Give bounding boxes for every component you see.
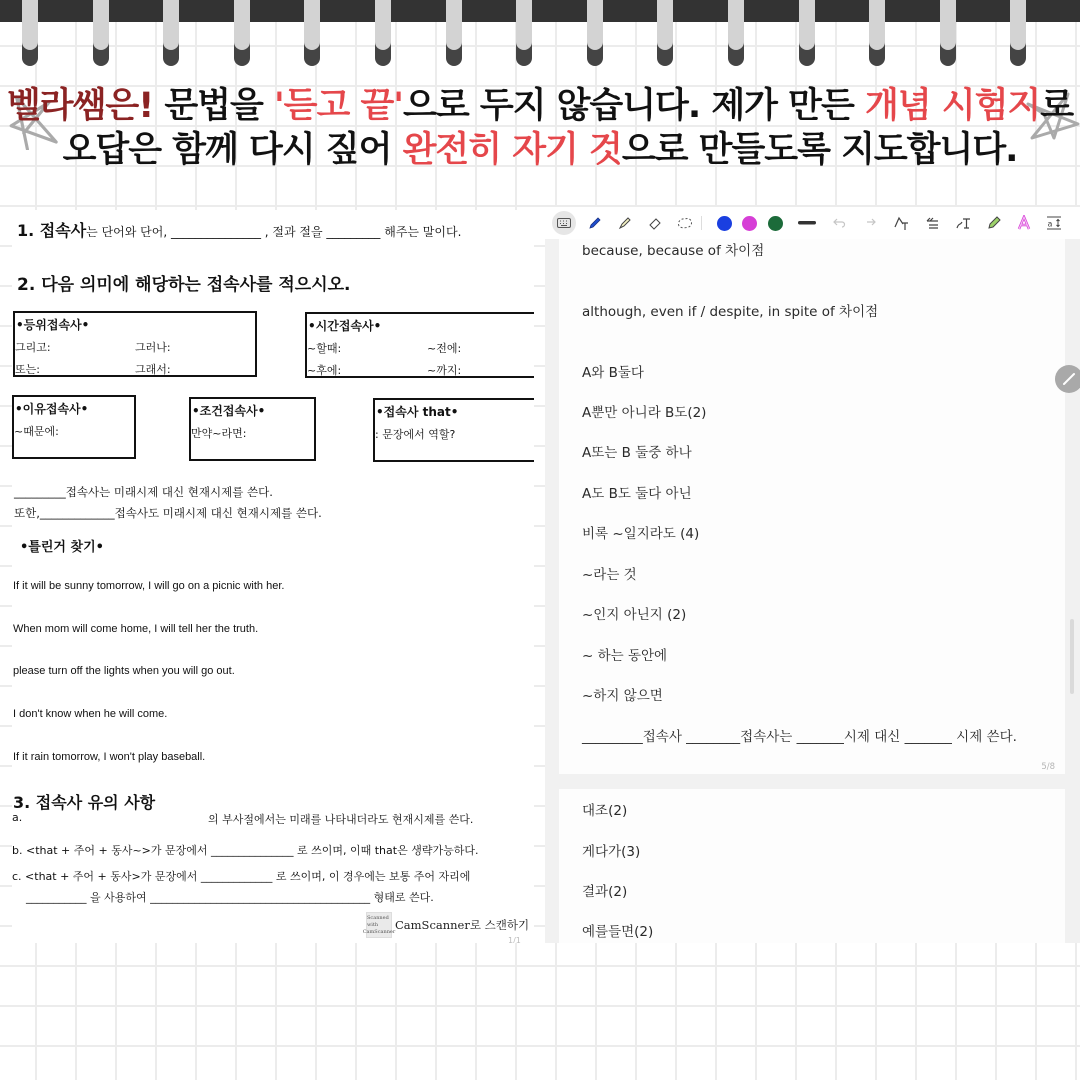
lasso-tool-icon[interactable] xyxy=(673,211,697,235)
tense-note-2: 또한,_____________접속사도 미래시제 대신 현재시제를 쓴다. xyxy=(14,506,322,520)
reason-conjunction-box: •이유접속사• ~때문에: xyxy=(12,395,136,459)
error-sentence: I don't know when he will come. xyxy=(13,708,168,720)
note-page-6 xyxy=(559,789,1065,943)
handwriting-to-text-icon[interactable] xyxy=(951,211,975,235)
note-line[interactable]: A와 B둘다 xyxy=(582,365,644,381)
q3-item-c-cont: ___________ 을 사용하여 ________________________________________ 형태로 쓴다. xyxy=(26,891,434,904)
q3-item-b: b. <that + 주어 + 동사~>가 문장에서 _______________ 로 쓰이며, 이때 that은 생략가능하다. xyxy=(12,844,479,857)
vertical-scrollbar[interactable] xyxy=(1070,619,1074,694)
error-sentence: When mom will come home, I will tell her the truth. xyxy=(13,623,259,635)
binder-top-bar xyxy=(0,0,1080,22)
binder-ring xyxy=(657,0,673,66)
note-line[interactable]: 대조(2) xyxy=(582,803,628,819)
binder-ring xyxy=(516,0,532,66)
color-green-swatch[interactable] xyxy=(763,211,787,235)
text-style-icon[interactable] xyxy=(1012,211,1036,235)
headline-segment: '듣고 끝' xyxy=(273,86,404,126)
condition-conjunction-box: •조건접속사• 만약~라면: xyxy=(189,397,316,461)
q3-item-c: c. <that + 주어 + 동사>가 문장에서 _____________ 로 쓰이며, 이 경우에는 보통 주어 자리에 xyxy=(12,870,471,883)
error-sentence: If it rain tomorrow, I won't play baseball. xyxy=(13,751,206,763)
shape-tool-icon[interactable] xyxy=(889,211,913,235)
note-line[interactable]: 결과(2) xyxy=(582,884,628,900)
toolbar-divider xyxy=(701,216,702,230)
headline-line-1 xyxy=(0,84,1080,128)
question-2-title: 2. 다음 의미에 해당하는 접속사를 적으시오. xyxy=(17,275,351,295)
headline-segment: 개념 시험지 xyxy=(864,86,1041,126)
headline-segment: 로 xyxy=(1040,86,1074,126)
note-line[interactable]: ~하지 않으면 xyxy=(582,688,663,704)
camscanner-watermark: Scanned with CamScanner CamScanner로 스캔하기 xyxy=(366,912,529,938)
binder-ring xyxy=(940,0,956,66)
marker-tool-icon[interactable] xyxy=(982,211,1006,235)
color-blue-swatch[interactable] xyxy=(712,211,736,235)
page-indicator: 1/1 xyxy=(508,936,521,943)
text-align-icon[interactable] xyxy=(920,211,944,235)
binder-ring xyxy=(446,0,462,66)
svg-text:a: a xyxy=(1047,219,1053,229)
binder-ring xyxy=(304,0,320,66)
q3-item-a: a. 의 부사절에서는 미래를 나타내더라도 현재시제를 쓴다. xyxy=(12,811,474,826)
question-1: 1. 접속사는 단어와 단어, _______________ , 절과 절을 _________ 해주는 말이다. xyxy=(17,221,462,240)
scanned-worksheet xyxy=(12,210,534,943)
binder-ring xyxy=(93,0,109,66)
notes-app-panel xyxy=(545,207,1080,943)
binder-ring xyxy=(375,0,391,66)
note-line[interactable]: ~라는 것 xyxy=(582,567,637,583)
binder-ring xyxy=(799,0,815,66)
note-line[interactable]: although, even if / despite, in spite of 차이점 xyxy=(582,304,879,320)
eraser-tool-icon[interactable] xyxy=(643,211,667,235)
headline-segment: 문법을 xyxy=(153,86,274,126)
binder-ring xyxy=(1010,0,1026,66)
that-conjunction-box: •접속사 that• : 문장에서 역할? xyxy=(373,398,534,462)
headline-segment: 으로 만들도록 지도합니다. xyxy=(621,130,1018,170)
note-line[interactable]: because, because of 차이점 xyxy=(582,243,765,259)
note-page-5 xyxy=(559,231,1065,774)
find-errors-title: •틀린거 찾기• xyxy=(20,540,104,555)
headline-segment: 벨라쌤은! xyxy=(6,86,154,126)
headline-segment: 완전히 자기 것 xyxy=(402,130,622,170)
note-line[interactable]: ~인지 아닌지 (2) xyxy=(582,607,687,623)
coordinating-conjunction-box: •등위접속사• 그리고: 그러나: 또는: 그래서: xyxy=(13,311,257,377)
note-line[interactable]: 게다가(3) xyxy=(582,844,641,860)
binder-ring xyxy=(587,0,603,66)
color-magenta-swatch[interactable] xyxy=(737,211,761,235)
tense-note-1: _________접속사는 미래시제 대신 현재시제를 쓴다. xyxy=(14,485,273,499)
headline-segment: 으로 두지 않습니다. 제가 만든 xyxy=(403,86,865,126)
headline-line-2 xyxy=(0,128,1080,172)
note-line[interactable]: A도 B도 둘다 아닌 xyxy=(582,486,692,502)
undo-icon[interactable] xyxy=(827,211,851,235)
binder-ring xyxy=(163,0,179,66)
error-sentence: please turn off the lights when you will go out. xyxy=(13,665,235,677)
binder-ring xyxy=(22,0,38,66)
keyboard-icon[interactable] xyxy=(552,211,576,235)
promo-headline xyxy=(0,84,1080,172)
pen-tool-icon[interactable] xyxy=(583,211,607,235)
highlighter-tool-icon[interactable] xyxy=(613,211,637,235)
note-line[interactable]: 비록 ~일지라도 (4) xyxy=(582,526,700,542)
question-3-title: 3. 접속사 유의 사항 xyxy=(13,793,156,812)
binder-ring xyxy=(869,0,885,66)
page-number: 5/8 xyxy=(1041,762,1055,772)
text-spacing-icon[interactable] xyxy=(1042,211,1066,235)
note-line[interactable]: 예를들면(2) xyxy=(582,924,654,940)
error-sentence: If it will be sunny tomorrow, I will go on a picnic with her. xyxy=(13,580,285,592)
edit-fab-button[interactable] xyxy=(1055,365,1080,393)
note-line[interactable]: _________접속사 ________접속사는 _______시제 대신 _______ 시제 쓴다. xyxy=(582,729,1017,745)
headline-segment: 오답은 함께 다시 짚어 xyxy=(62,130,403,170)
pencil-icon xyxy=(1062,372,1076,386)
redo-icon[interactable] xyxy=(858,211,882,235)
note-line[interactable]: ~ 하는 동안에 xyxy=(582,648,668,664)
note-line[interactable]: A뿐만 아니라 B도(2) xyxy=(582,405,707,421)
binder-ring xyxy=(728,0,744,66)
time-conjunction-box: •시간접속사• ~할때: ~전에: ~후에: ~까지: xyxy=(305,312,534,378)
stroke-width-icon[interactable] xyxy=(795,211,819,235)
note-line[interactable]: A또는 B 둘중 하나 xyxy=(582,445,692,461)
binder-ring xyxy=(234,0,250,66)
camscanner-logo-icon: Scanned with CamScanner xyxy=(366,912,392,938)
drawing-toolbar xyxy=(545,207,1080,239)
